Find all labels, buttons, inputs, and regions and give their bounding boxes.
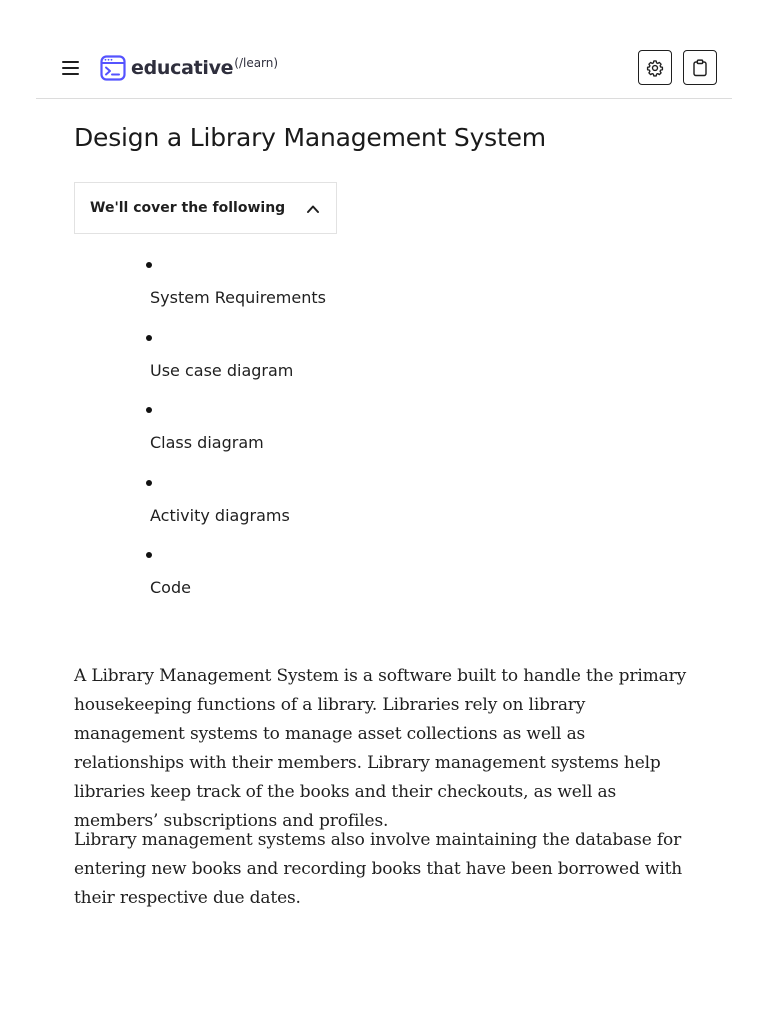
gear-icon <box>646 59 664 77</box>
body-paragraph: Library management systems also involve maintaining the database for entering new books and recording books that have been borrowed with their respective due dates. <box>74 830 683 908</box>
toc-link-system-requirements[interactable]: System Requirements <box>150 288 326 307</box>
top-header <box>36 0 732 99</box>
hamburger-menu-icon-bar <box>62 73 79 75</box>
clipboard-icon <box>692 59 708 77</box>
bullet-icon <box>146 335 152 341</box>
bullet-icon <box>146 262 152 268</box>
educative-logo-link[interactable] <box>100 55 278 81</box>
clipboard-button[interactable] <box>683 50 717 85</box>
toc-link-activity-diagrams[interactable]: Activity diagrams <box>150 505 290 525</box>
bullet-icon <box>146 552 152 558</box>
chevron-up-icon <box>306 202 320 216</box>
hamburger-menu-icon-bar <box>62 67 79 69</box>
toc-link-code[interactable]: Code <box>150 578 191 597</box>
page-title: Design a Library Management System <box>74 123 546 152</box>
brand-name: educative <box>131 57 234 79</box>
intro-paragraph: A Library Management System is a software built to handle the primary housekeeping functions of a library. Libraries rely on library management systems to manage asset collections as well as relationships with their members. Library management systems help libraries keep track of the books and their checkouts, as well as members’ subscriptions and profiles. <box>74 666 687 831</box>
toc-toggle-label: We'll cover the following <box>90 200 286 216</box>
bullet-icon <box>146 480 152 486</box>
hamburger-menu-icon <box>62 61 79 63</box>
toc-link-use-case-diagram[interactable]: Use case diagram <box>150 360 294 380</box>
brand-suffix: (/learn) <box>234 56 279 70</box>
toc-toggle-button[interactable] <box>74 182 337 234</box>
menu-button[interactable] <box>60 58 82 78</box>
toc-link-class-diagram[interactable]: Class diagram <box>150 433 264 452</box>
bullet-icon <box>146 407 152 413</box>
settings-button[interactable] <box>638 50 672 85</box>
terminal-window-logo-icon <box>100 55 126 81</box>
